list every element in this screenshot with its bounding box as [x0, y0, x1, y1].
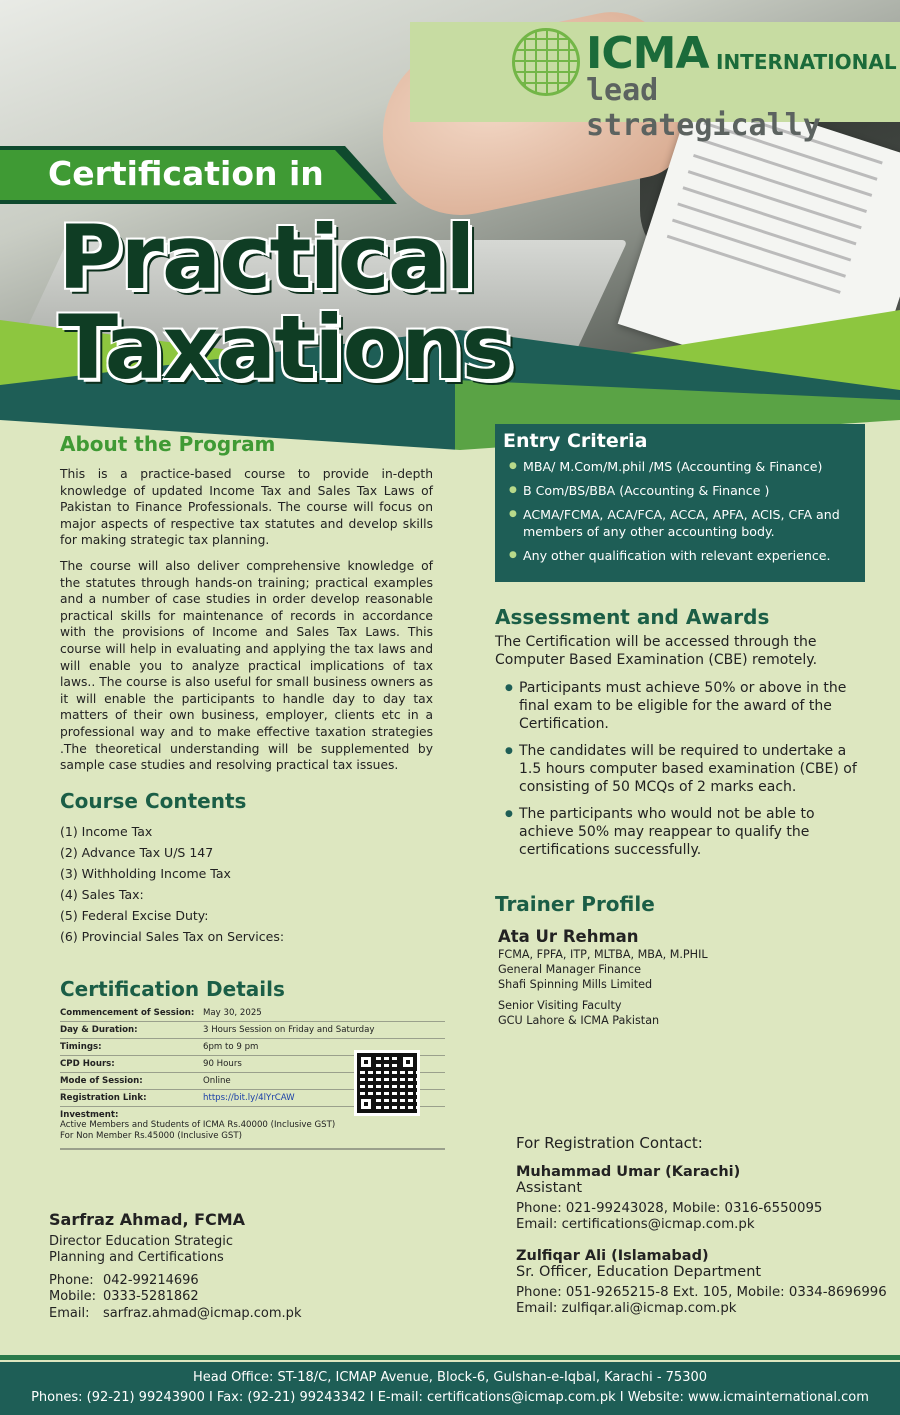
contact-islamabad: [516, 1248, 887, 1318]
email-label: Email:: [49, 1305, 90, 1321]
logo-name: ICMA: [586, 28, 709, 79]
list-item: ● ACMA/FCMA, ACA/FCA, ACCA, APFA, ACIS, CFA and members of any other accounting body.: [503, 506, 857, 540]
trainer-profile: [498, 927, 708, 1028]
signatory-name: Sarfraz Ahmad, FCMA: [49, 1210, 246, 1229]
trainer-heading: Trainer Profile: [495, 892, 655, 916]
row-label: CPD Hours:: [60, 1059, 115, 1069]
qr-pattern: [357, 1053, 417, 1113]
trainer-org: Shafi Spinning Mills Limited: [498, 978, 653, 991]
certification-details-heading: Certification Details: [60, 977, 285, 1001]
qr-eye-icon: [357, 1053, 375, 1071]
registration-heading: For Registration Contact:: [516, 1134, 703, 1152]
page-title-line2: Taxations: [58, 296, 512, 399]
list-item: ● The participants who would not be able to achieve 50% may reappear to qualify the certifications successfully.: [505, 805, 870, 859]
contact-karachi: [516, 1164, 887, 1234]
course-contents-heading: Course Contents: [60, 789, 247, 813]
investment-nonmember: For Non Member Rs.45000 (Inclusive GST): [60, 1131, 242, 1141]
trainer-qualifications: FCMA, FPFA, ITP, MLTBA, MBA, M.PHIL: [498, 948, 708, 961]
list-item: (6) Provincial Sales Tax on Services:: [60, 929, 285, 944]
hero-banner: [0, 0, 900, 470]
row-label: Day & Duration:: [60, 1025, 138, 1035]
list-item: ● Any other qualification with relevant experience.: [503, 547, 857, 564]
list-item: (4) Sales Tax:: [60, 887, 144, 902]
row-value: Online: [203, 1076, 231, 1086]
list-item: (3) Withholding Income Tax: [60, 866, 231, 881]
mobile-label: Mobile:: [49, 1289, 97, 1304]
email-link[interactable]: sarfraz.ahmad@icmap.com.pk: [103, 1305, 302, 1321]
contact-phone: Phone: 021-99243028, Mobile: 0316-6550095: [516, 1200, 823, 1216]
about-paragraph-1: This is a practice-based course to provide in-depth knowledge of updated Income Tax and Sales Tax Laws of Pakistan to Finance Professionals. The course will focus on major aspects of respective tax statutes and develop skills for making strategic tax planning.: [60, 467, 433, 548]
list-item: ● Participants must achieve 50% or above in the final exam to be eligible for the award of the Certification.: [505, 679, 870, 733]
row-value: May 30, 2025: [203, 1008, 262, 1018]
signatory-block: [49, 1212, 301, 1322]
row-value: 3 Hours Session on Friday and Saturday: [203, 1025, 375, 1035]
logo-tagline: lead strategically: [586, 73, 821, 143]
contact-role: Assistant: [516, 1180, 583, 1196]
row-label: Commencement of Session:: [60, 1008, 195, 1018]
signatory-contact: [49, 1273, 301, 1323]
qr-eye-icon: [399, 1053, 417, 1071]
investment-member: Active Members and Students of ICMA Rs.40000 (Inclusive GST): [60, 1120, 336, 1130]
page-title-line1: Practical: [58, 206, 474, 309]
trainer-org: GCU Lahore & ICMA Pakistan: [498, 1014, 660, 1027]
trainer-name: Ata Ur Rehman: [498, 927, 639, 946]
contact-email[interactable]: Email: certifications@icmap.com.pk: [516, 1217, 755, 1232]
assessment-intro: The Certification will be accessed through the Computer Based Examination (CBE) remotely.: [495, 634, 818, 668]
list-item: (2) Advance Tax U/S 147: [60, 845, 214, 860]
footer: [0, 1362, 900, 1415]
assessment-heading: Assessment and Awards: [495, 605, 770, 629]
list-item: ● MBA/ M.Com/M.phil /MS (Accounting & Finance): [503, 458, 857, 475]
signatory-title: Director Education Strategic: [49, 1233, 233, 1249]
about-heading: About the Program: [60, 432, 276, 456]
row-value: 6pm to 9 pm: [203, 1042, 259, 1052]
assessment-list: [505, 679, 870, 868]
qr-code[interactable]: [354, 1050, 420, 1116]
investment-label: Investment:: [60, 1110, 119, 1120]
entry-criteria-heading: Entry Criteria: [503, 430, 648, 452]
row-value: 90 Hours: [203, 1059, 242, 1069]
contact-role: Sr. Officer, Education Department: [516, 1264, 762, 1280]
list-item: ● The candidates will be required to undertake a 1.5 hours computer based examination (CBE) of consisting of 50 MCQs of 2 marks each.: [505, 742, 870, 796]
row-label: Mode of Session:: [60, 1076, 143, 1086]
logo-suffix: INTERNATIONAL: [716, 50, 897, 74]
contact-phone: Phone: 051-9265215-8 Ext. 105, Mobile: 0334-8696996: [516, 1284, 887, 1300]
footer-divider: [0, 1355, 900, 1360]
phone-value: 042-99214696: [103, 1272, 199, 1288]
row-label: Timings:: [60, 1042, 102, 1052]
contact-email[interactable]: Email: zulfiqar.ali@icmap.com.pk: [516, 1301, 737, 1316]
contact-name: Muhammad Umar (Karachi): [516, 1163, 741, 1180]
contact-name: Zulfiqar Ali (Islamabad): [516, 1247, 709, 1264]
phone-label: Phone:: [49, 1272, 94, 1288]
entry-criteria-box: [495, 424, 865, 582]
trainer-role: General Manager Finance: [498, 963, 642, 976]
list-item: (1) Income Tax: [60, 824, 153, 839]
entry-criteria-list: [503, 458, 857, 564]
footer-address: Head Office: ST-18/C, ICMAP Avenue, Block-6, Gulshan-e-Iqbal, Karachi - 75300: [192, 1370, 708, 1385]
list-item: (5) Federal Excise Duty:: [60, 908, 209, 923]
registration-link[interactable]: https://bit.ly/4lYrCAW: [203, 1093, 295, 1103]
about-paragraph-2: The course will also deliver comprehensive knowledge of the statutes through hands-on training; practical examples and a number of case studies in order develop reasonable practical skills for maintenance of records in accordance with the provisions of Income and Sales Tax Laws. This course will help in evaluating and applying the tax laws and will enable you to analyze practical implications of tax laws.. The course is also useful for small business owners as it will enable the participants to handle day to day tax matters of their own business, employer, clients etc in a professional way and to make effective taxation strategies .The theoretical understanding will be supplemented by sample case studies and resolving practical tax issues.: [60, 559, 433, 773]
mobile-value: 0333-5281862: [103, 1289, 199, 1304]
globe-icon: [512, 28, 580, 96]
table-row: [60, 1022, 445, 1039]
list-item: ● B Com/BS/BBA (Accounting & Finance ): [503, 482, 857, 499]
course-contents-list: [60, 821, 284, 947]
registration-contacts: [516, 1135, 887, 1318]
trainer-role: Senior Visiting Faculty: [498, 999, 622, 1012]
footer-contacts: Phones: (92-21) 99243900 I Fax: (92-21) 99243342 I E-mail: certifications@icmap.com.pk I Website: www.icmainternational.com: [31, 1390, 869, 1405]
table-row: [60, 1005, 445, 1022]
signatory-title: Planning and Certifications: [49, 1250, 224, 1265]
row-label: Registration Link:: [60, 1093, 147, 1103]
qr-eye-icon: [357, 1095, 375, 1113]
ribbon-text: Certification in: [48, 154, 324, 193]
